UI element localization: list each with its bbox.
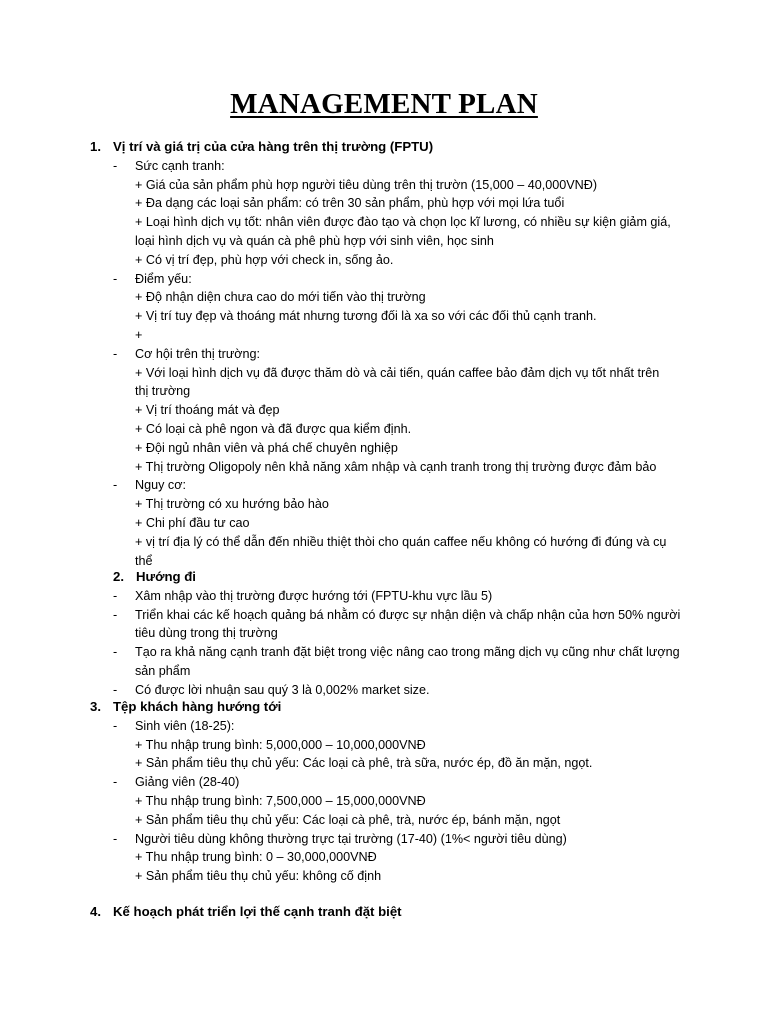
list-item-detail: + Sản phẩm tiêu thụ chủ yếu: không cố định [135,869,382,884]
list-item-detail: + Có loại cà phê ngon và đã được qua kiểm định. [135,422,412,436]
bullet-dash: - [113,478,118,493]
list-item-detail: + Độ nhận diện chưa cao do mới tiến vào thị trường [135,290,426,305]
list-item: Xâm nhập vào thị trường được hướng tới (FPTU-khu vực lầu 5) [135,588,493,603]
list-item-detail: thể [135,553,153,568]
list-item-detail: + Thu nhập trung bình: 7,500,000 – 15,000,000VNĐ [135,794,426,808]
list-item-detail: + Sản phẩm tiêu thụ chủ yếu: Các loại cà phê, trà, nước ép, bánh mặn, ngọt [135,812,561,827]
list-item: Sinh viên (18-25): [135,718,235,733]
list-item: Người tiêu dùng không thường trực tại trường (17-40) (1%< người tiêu dùng) [135,831,567,846]
list-item-detail: + Thị trường Oligopoly nên khả năng xâm nhập và cạnh tranh trong thị trường được đảm bảo [135,459,657,474]
list-item: Điểm yếu: [135,271,192,286]
list-item-detail: + Sản phẩm tiêu thụ chủ yếu: Các loại cà phê, trà sữa, nước ép, đồ ăn mặn, ngọt. [135,756,593,771]
list-item-detail: + [135,328,143,342]
bullet-dash: - [113,588,118,603]
list-item-detail: + Vị trí thoáng mát và đẹp [135,403,280,418]
list-item-detail: + Đội ngủ nhân viên và phá chế chuyên nghiệp [135,440,398,455]
list-item: Cơ hội trên thị trường: [135,346,261,361]
section-number: 1. [90,139,101,154]
bullet-dash: - [113,346,118,361]
list-item-detail: thị trường [135,384,191,399]
list-item-detail: + Với loại hình dịch vụ đã được thăm dò và cải tiến, quán caffee bảo đảm dịch vụ tốt nhất trên [135,365,660,380]
list-item-detail: + Thu nhập trung bình: 0 – 30,000,000VNĐ [135,850,377,865]
list-item-detail: tiêu dùng trong thị trường [135,626,278,641]
list-item-detail: + Loại hình dịch vụ tốt: nhân viên được đào tạo và chọn lọc kĩ lương, có nhiều sự kiện giảm giá, [135,215,671,230]
list-item-detail: + Thị trường có xu hướng bảo hào [135,497,329,512]
list-item-detail: sản phẩm [135,664,191,678]
list-item-detail: + Đa dạng các loại sản phẩm: có trên 30 sản phẩm, phù hợp với mọi lứa tuổi [135,196,565,211]
section-number: 3. [90,699,101,714]
list-item-detail: + Có vị trí đẹp, phù hợp với check in, sống ảo. [135,252,394,267]
section-heading: Hướng đi [136,569,196,584]
list-item-detail: + Thu nhập trung bình: 5,000,000 – 10,000,000VNĐ [135,737,426,752]
section-heading: Vị trí và giá trị của cửa hàng trên thị trường (FPTU) [113,139,434,154]
bullet-dash: - [113,607,118,622]
list-item: Triển khai các kế hoạch quảng bá nhằm có được sự nhận diện và chấp nhận của hơn 50% người [135,607,681,622]
bullet-dash: - [113,775,118,790]
bullet-dash: - [113,682,118,697]
list-item-detail: + Chi phí đầu tư cao [135,516,250,530]
bullet-dash: - [113,158,118,173]
list-item-detail: + vị trí địa lý có thể dẫn đến nhiều thiệt thòi cho quán caffee nếu không có hướng đi đúng và cụ [135,534,667,549]
list-item-detail: + Giá của sản phẩm phù hợp người tiêu dùng trên thị trườn (15,000 – 40,000VNĐ) [135,177,598,192]
section-number: 2. [113,569,124,584]
section-heading: Tệp khách hàng hướng tới [113,699,282,714]
list-item-detail: loại hình dịch vụ và quán cà phê phù hợp với sinh viên, học sinh [135,234,494,248]
bullet-dash: - [113,831,118,846]
section-heading: Kế hoạch phát triển lợi thế cạnh tranh đặt biệt [113,904,402,919]
section-number: 4. [90,904,101,919]
list-item: Có được lời nhuận sau quý 3 là 0,002% market size. [135,682,430,697]
list-item: Sức cạnh tranh: [135,158,225,173]
page-title: MANAGEMENT PLAN [230,88,538,120]
bullet-dash: - [113,718,118,733]
list-item: Nguy cơ: [135,478,186,493]
bullet-dash: - [113,645,118,660]
bullet-dash: - [113,271,118,286]
list-item: Giảng viên (28-40) [135,775,240,790]
list-item: Tạo ra khả năng cạnh tranh đặt biệt trong việc nâng cao trong mãng dịch vụ cũng như chất lượng [135,645,680,660]
list-item-detail: + Vị trí tuy đẹp và thoáng mát nhưng tương đối là xa so với các đối thủ cạnh tranh. [135,309,597,324]
